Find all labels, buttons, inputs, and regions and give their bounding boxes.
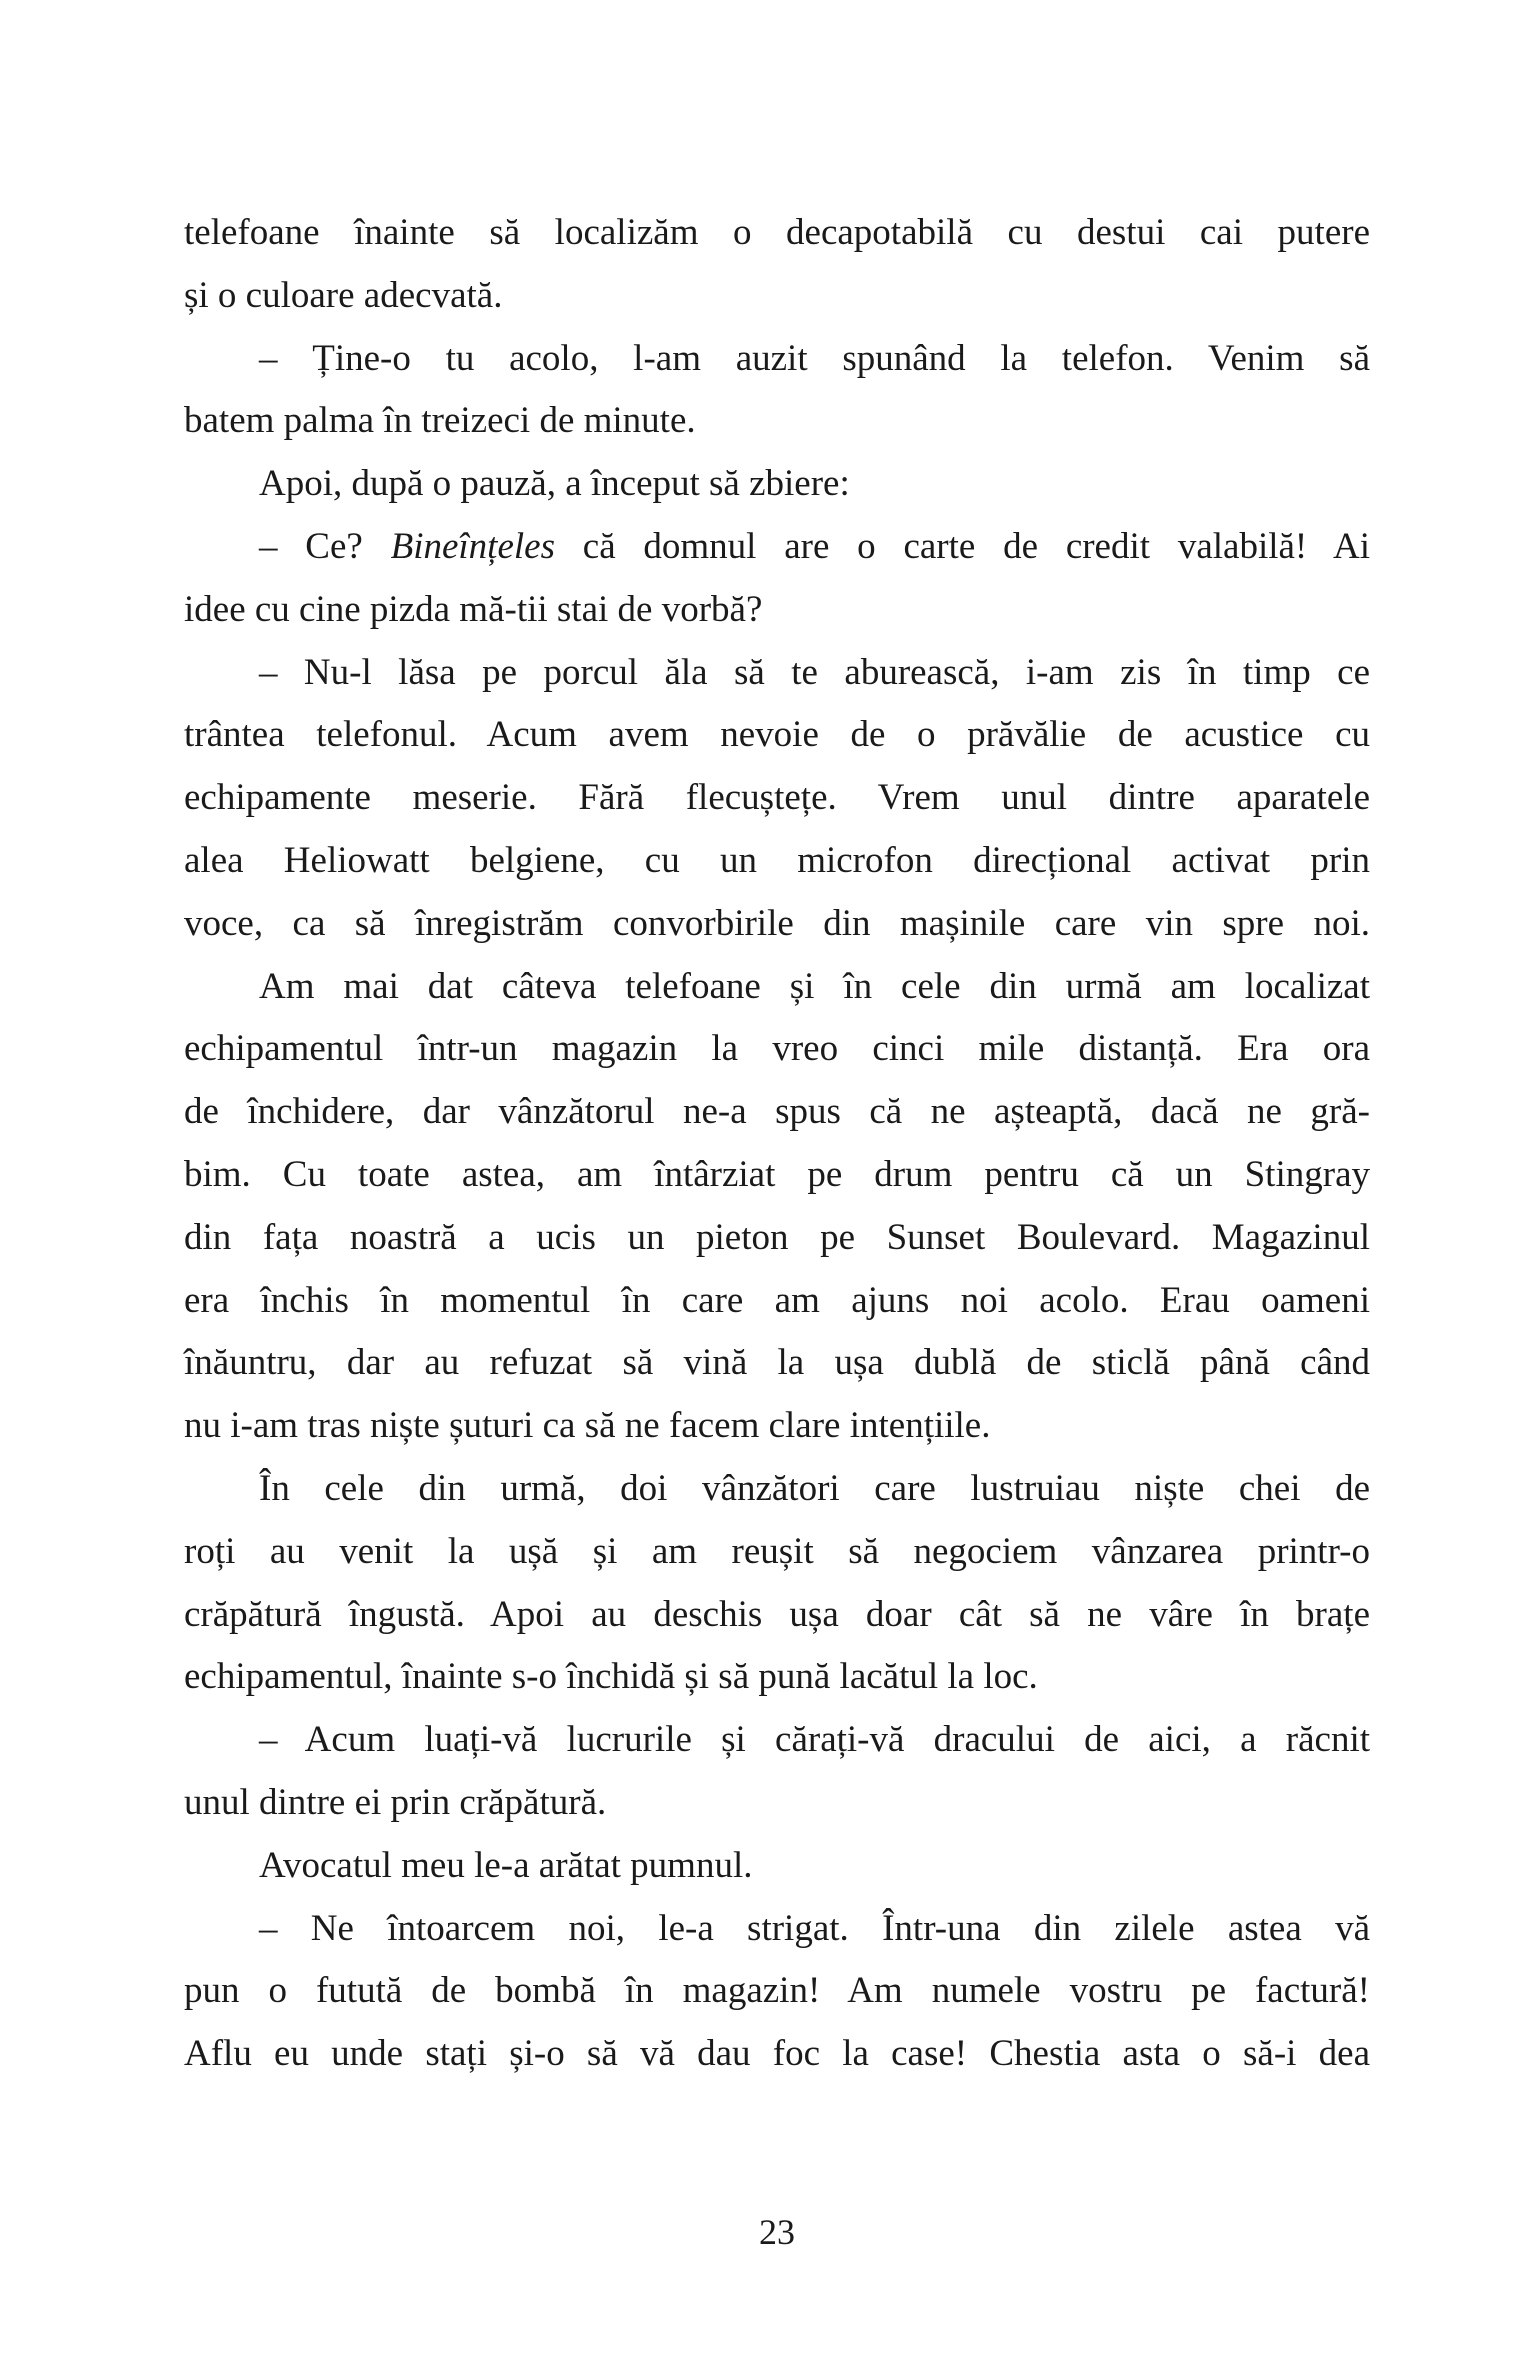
dialogue-suffix: că domnul are o carte de credit valabilă! Ai	[554, 525, 1370, 567]
text-line: batem palma în treizeci de minute.	[184, 400, 696, 442]
text-line: echipamente meserie. Fără flecuștețe. Vrem unul dintre aparatele	[184, 777, 1370, 819]
text-line: alea Heliowatt belgiene, cu un microfon direcțional activat prin	[184, 839, 1370, 881]
text-line: Am mai dat câteva telefoane și în cele din urmă am localizat	[259, 965, 1370, 1007]
text-line: În cele din urmă, doi vânzători care lustruiau niște chei de	[259, 1467, 1370, 1509]
body-text	[184, 202, 1370, 2086]
text-line: din fața noastră a ucis un pieton pe Sunset Boulevard. Magazinul	[184, 1216, 1370, 1258]
text-line: echipamentul într-un magazin la vreo cinci mile distanță. Era ora	[184, 1028, 1370, 1070]
text-line: pun o futută de bombă în magazin! Am numele vostru pe factură!	[184, 1970, 1370, 2012]
text-line: roți au venit la ușă și am reușit să negociem vânzarea printr-o	[184, 1530, 1370, 1572]
text-line: Apoi, după o pauză, a început să zbiere:	[259, 463, 850, 505]
text-line: înăuntru, dar au refuzat să vină la ușa dublă de sticlă până când	[184, 1342, 1370, 1384]
text-line: – Nu-l lăsa pe porcul ăla să te aburească, i-am zis în timp ce	[259, 651, 1370, 693]
italic-phrase: Bineînțeles	[390, 525, 555, 567]
text-line: – Acum luați-vă lucrurile și cărați-vă dracului de aici, a răcnit	[259, 1719, 1370, 1761]
text-line: bim. Cu toate astea, am întârziat pe drum pentru că un Stingray	[184, 1153, 1370, 1195]
text-line: nu i-am tras niște șuturi ca să ne facem clare intențiile.	[184, 1405, 991, 1447]
text-line: – Ne întoarcem noi, le-a strigat. Într-una din zilele astea vă	[259, 1907, 1370, 1949]
text-line: – Ține-o tu acolo, l-am auzit spunând la telefon. Venim să	[259, 337, 1370, 379]
text-line: telefoane înainte să localizăm o decapotabilă cu destui cai putere	[184, 212, 1370, 253]
text-line: voce, ca să înregistrăm convorbirile din mașinile care vin spre noi.	[184, 902, 1370, 944]
dialogue-prefix: – Ce?	[259, 525, 391, 567]
page-number: 23	[759, 2212, 795, 2252]
text-line: unul dintre ei prin crăpătură.	[184, 1781, 607, 1823]
text-line: Avocatul meu le-a arătat pumnul.	[259, 1844, 753, 1886]
text-line: trântea telefonul. Acum avem nevoie de o prăvălie de acustice cu	[184, 714, 1370, 756]
text-line: echipamentul, înainte s-o închidă și să pună lacătul la loc.	[184, 1656, 1038, 1698]
text-line	[184, 516, 1370, 579]
text-line: Aflu eu unde stați și-o să vă dau foc la case! Chestia asta o să-i dea	[184, 2033, 1370, 2075]
text-line: crăpătură îngustă. Apoi au deschis ușa doar cât să ne vâre în brațe	[184, 1593, 1370, 1635]
text-line: idee cu cine pizda mă-tii stai de vorbă?	[184, 588, 763, 630]
text-line: și o culoare adecvată.	[184, 274, 503, 316]
text-line: de închidere, dar vânzătorul ne-a spus că ne așteaptă, dacă ne gră-	[184, 1091, 1370, 1133]
text-line: era închis în momentul în care am ajuns noi acolo. Erau oameni	[184, 1279, 1370, 1321]
